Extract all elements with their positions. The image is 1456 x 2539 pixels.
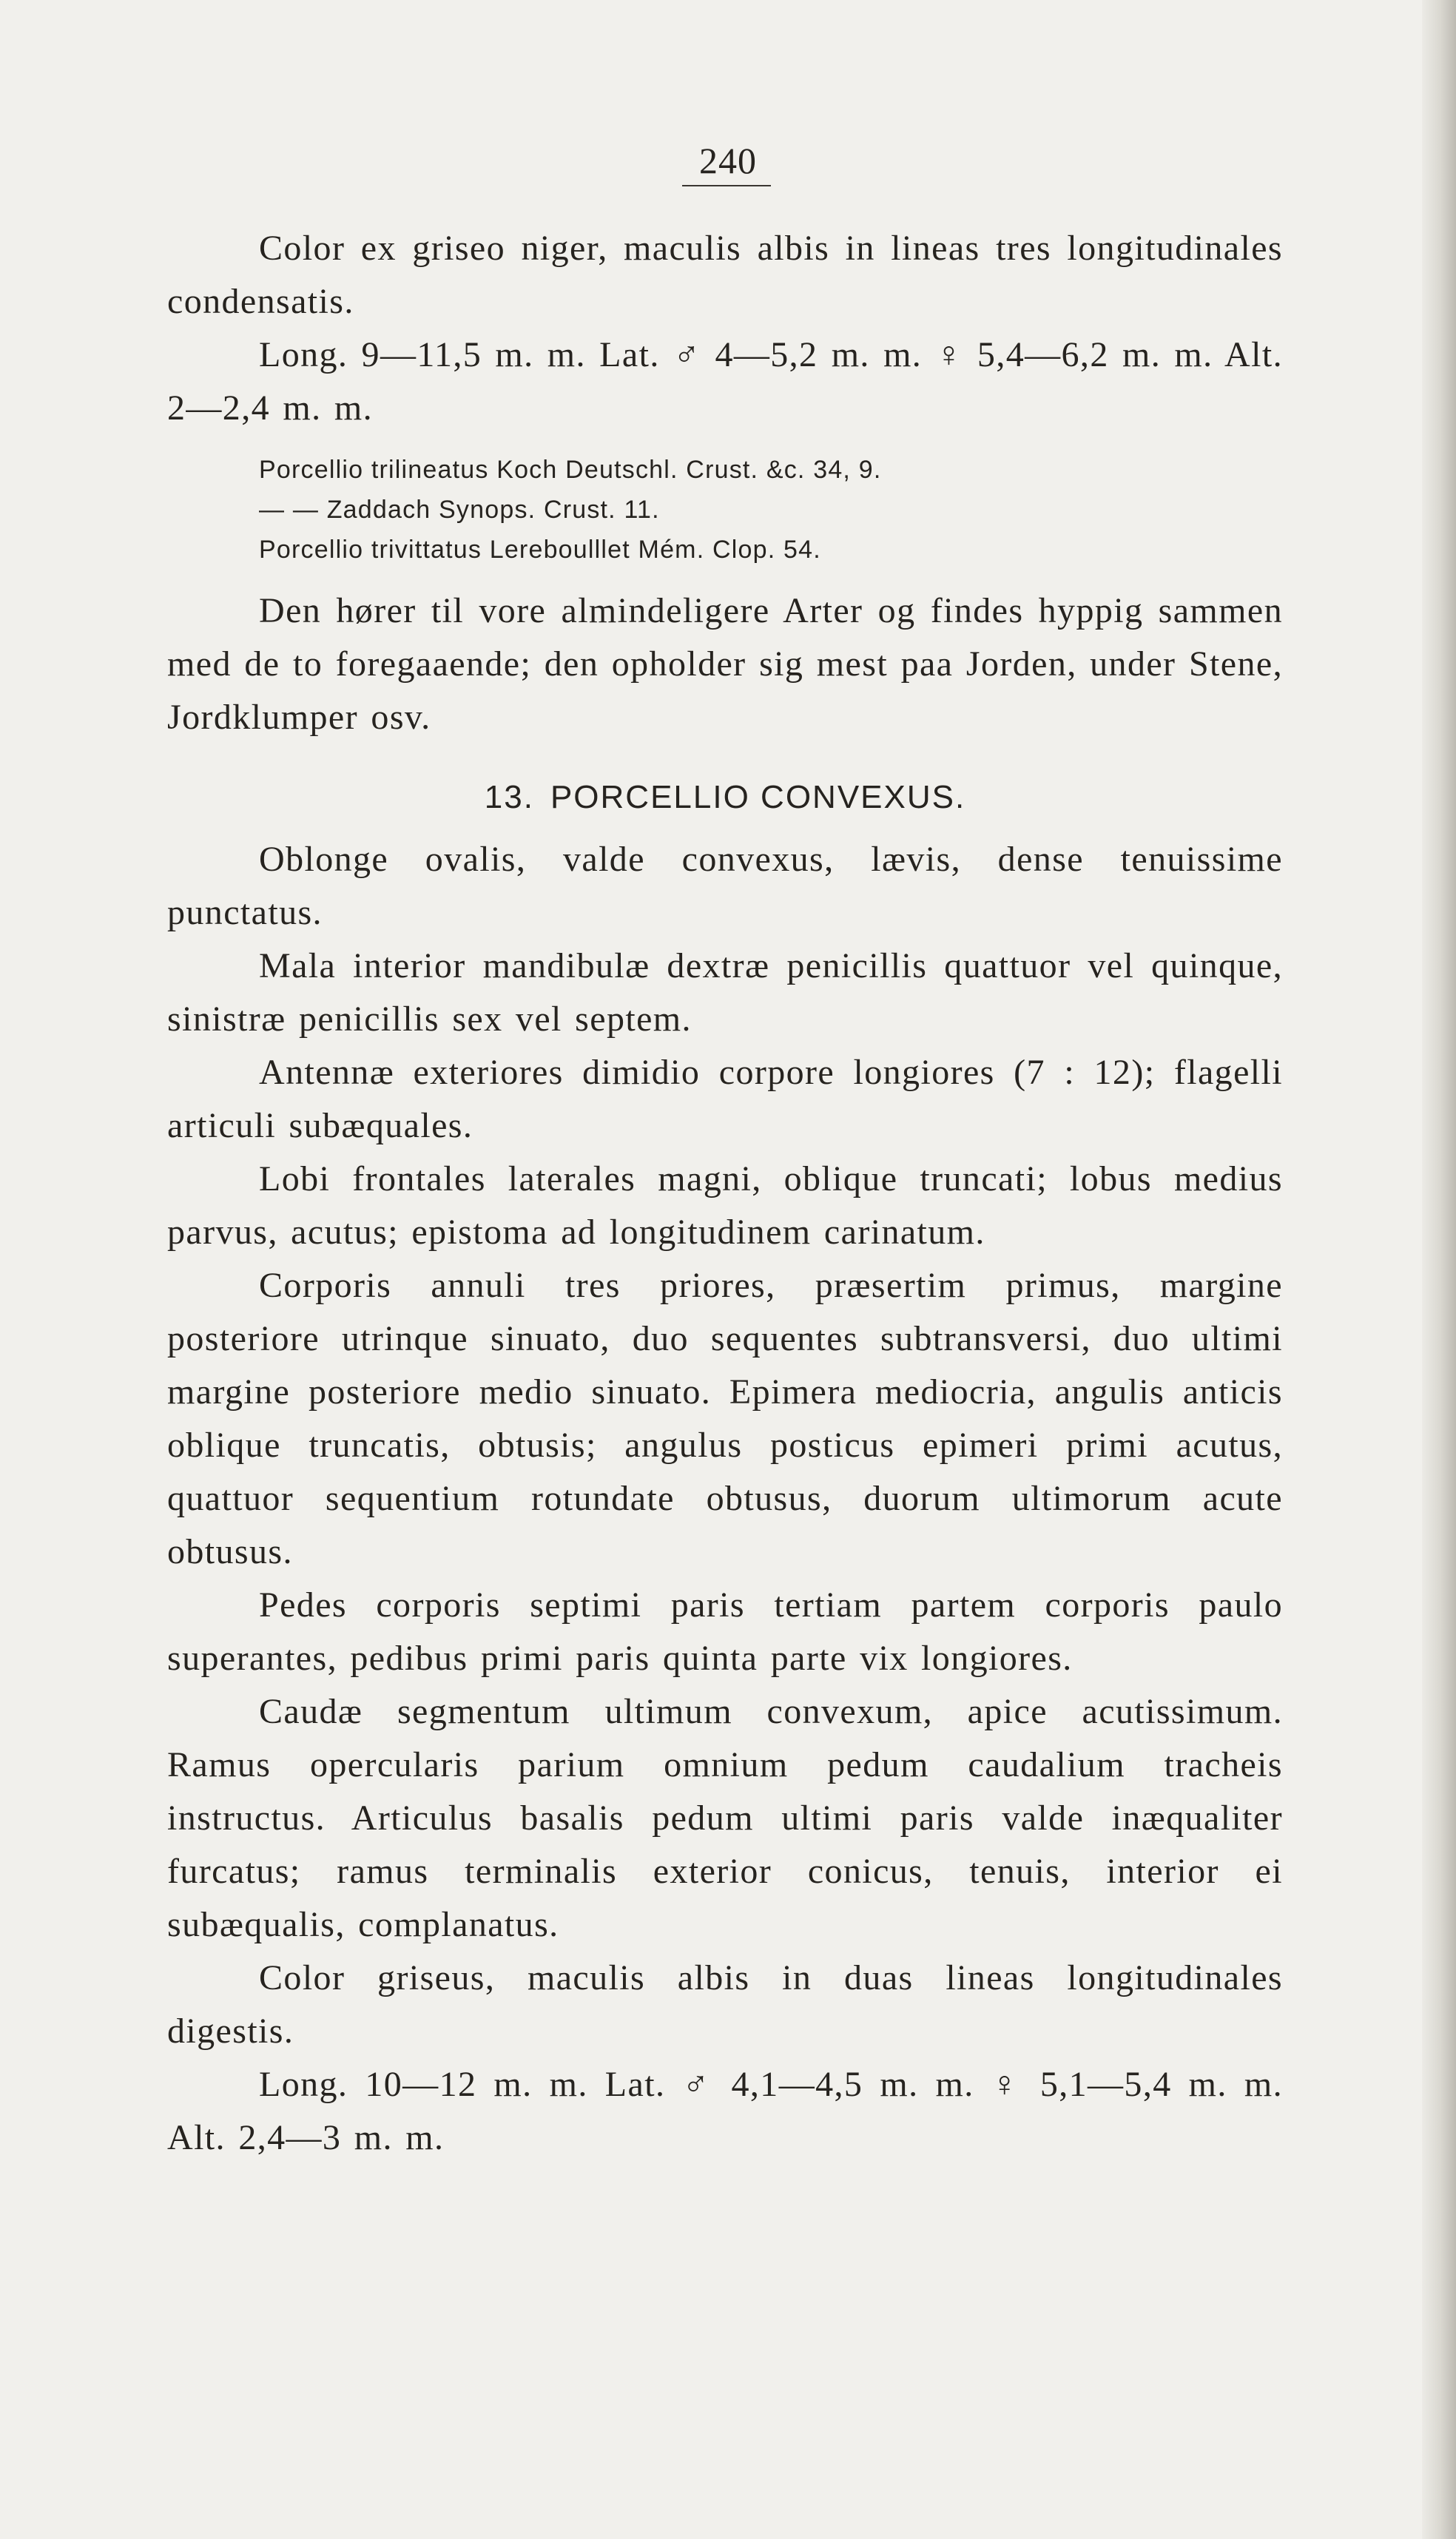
synonym-line: Porcellio trilineatus Koch Deutschl. Crust. &c. 34, 9. — [259, 456, 882, 484]
species-name: PORCELLIO CONVEXUS. — [550, 779, 966, 815]
description-paragraph: Lobi frontales laterales magni, oblique truncati; lobus medius parvus, acutus; epistoma ad longitudinem carinatum. — [167, 1159, 1283, 1252]
description-paragraph: Pedes corporis septimi paris tertiam partem corporis paulo superantes, pedibus primi paris quinta parte vix longiores. — [167, 1585, 1283, 1678]
synonymy-block — [167, 450, 1283, 570]
description-paragraph: Corporis annuli tres priores, præsertim primus, margine posteriore utrinque sinuato, duo sequentes subtransversi, duo ultimi margine posteriore medio sinuato. Epimera mediocria, angulis anticis oblique truncatis, obtusis; angulus posticus epimeri primi acutus, quattuor sequentium rotundate obtusus, duorum ultimorum acute obtusus. — [167, 1266, 1283, 1571]
page-number: 240 — [699, 140, 757, 181]
color-paragraph: Color ex griseo niger, maculis albis in lineas tres longitudinales condensatis. — [167, 229, 1283, 321]
synonym-line: Porcellio trivittatus Lereboulllet Mém. Clop. 54. — [259, 536, 821, 564]
page-number-rule — [682, 185, 771, 186]
description-paragraph: Mala interior mandibulæ dextræ penicillis quattuor vel quinque, sinistræ penicillis sex vel septem. — [167, 946, 1283, 1039]
description-paragraph: Caudæ segmentum ultimum convexum, apice acutissimum. Ramus opercularis parium omnium pedum caudalium tracheis instructus. Articulus basalis pedum ultimi paris valde inæqualiter furcatus; ramus terminalis exterior conicus, tenuis, interior ei subæqualis, complanatus. — [167, 1692, 1283, 1944]
page-edge-shadow — [1422, 0, 1456, 2539]
species-heading — [167, 774, 1283, 821]
description-paragraph: Oblonge ovalis, valde convexus, lævis, dense tenuissime punctatus. — [167, 840, 1283, 932]
species-number: 13. — [484, 779, 534, 815]
text-column — [167, 222, 1283, 2165]
description-paragraph: Color griseus, maculis albis in duas lineas longitudinales digestis. — [167, 1958, 1283, 2051]
norwegian-paragraph: Den hører til vore almindeligere Arter og findes hyppig sammen med de to foregaaende; den opholder sig mest paa Jorden, under Stene, Jordklumper osv. — [167, 591, 1283, 737]
measurements-paragraph: Long. 10—12 m. m. Lat. ♂ 4,1—4,5 m. m. ♀ 5,1—5,4 m. m. Alt. 2,4—3 m. m. — [167, 2065, 1283, 2157]
synonym-line: — — Zaddach Synops. Crust. 11. — [259, 496, 660, 524]
description-paragraph: Antennæ exteriores dimidio corpore longiores (7 : 12); flagelli articuli subæquales. — [167, 1053, 1283, 1145]
measurements-paragraph: Long. 9—11,5 m. m. Lat. ♂ 4—5,2 m. m. ♀ 5,4—6,2 m. m. Alt. 2—2,4 m. m. — [167, 335, 1283, 428]
